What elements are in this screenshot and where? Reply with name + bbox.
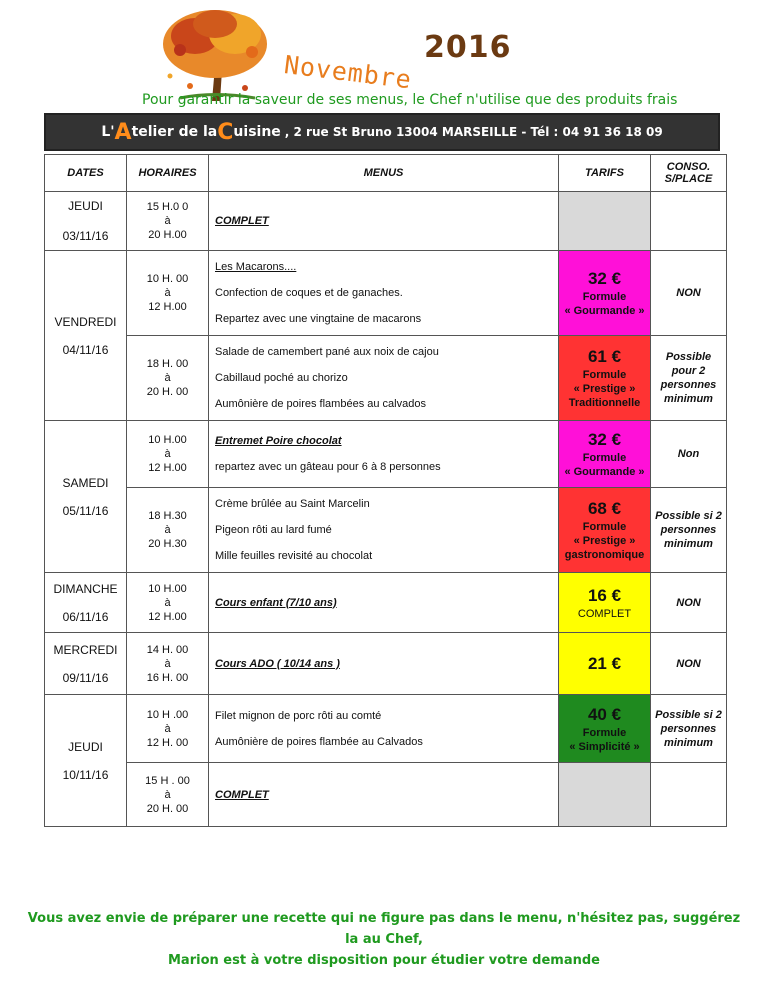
hour-sep: à: [164, 596, 171, 609]
formula-name: « Gourmande »: [564, 305, 645, 317]
tarif-cell: [559, 421, 651, 488]
hour-sep: à: [164, 524, 171, 536]
date-label: 09/11/16: [62, 670, 109, 685]
menu-line: Crème brûlée au Saint Marcelin: [215, 498, 370, 510]
conso-cell: [651, 695, 727, 763]
menu-line: Confection de coques et de ganaches.: [215, 287, 403, 299]
formula-name: « Prestige »: [573, 383, 636, 395]
day-label: JEUDI: [68, 739, 103, 754]
menu-line: Cabillaud poché au chorizo: [215, 372, 348, 384]
conso-line: personnes: [660, 379, 717, 391]
hours-cell: [127, 488, 209, 573]
table-row: [45, 763, 727, 827]
tarif-cell: [559, 763, 651, 827]
formula-label: Formule: [582, 726, 627, 739]
conso-line: minimum: [664, 393, 713, 405]
hour-end: 12 H.00: [148, 610, 187, 623]
hours-cell: [127, 573, 209, 633]
menu-title: COMPLET: [215, 215, 269, 227]
header-menus: MENUS: [209, 155, 559, 192]
hour-end: 20 H.00: [148, 229, 187, 241]
banner-word-atelier: telier de la: [131, 124, 218, 140]
menu-schedule-table: [44, 154, 727, 827]
hours-cell: [127, 421, 209, 488]
menu-line: Mille feuilles revisité au chocolat: [215, 550, 373, 562]
year-title: 2016: [424, 30, 512, 65]
hours-cell: [127, 336, 209, 421]
date-label: 06/11/16: [62, 609, 109, 624]
date-cell: [45, 573, 127, 633]
tarif-cell: [559, 192, 651, 251]
menu-line: Repartez avec une vingtaine de macarons: [215, 313, 422, 325]
hour-start: 10 H.00: [148, 582, 187, 595]
menu-title: Cours ADO ( 10/14 ans ): [215, 657, 340, 670]
conso-line: Possible: [665, 351, 712, 363]
date-label: 04/11/16: [62, 342, 109, 357]
hour-end: 20 H. 00: [146, 802, 189, 815]
hour-end: 12 H. 00: [146, 736, 189, 749]
status-label: COMPLET: [577, 607, 632, 620]
hours-cell: [127, 633, 209, 695]
conso-cell: NON: [651, 633, 727, 695]
tarif-cell: [559, 336, 651, 421]
tagline: Pour garantir la saveur de ses menus, le Chef n'utilise que des produits frais: [142, 92, 678, 108]
conso-line: personnes: [660, 722, 717, 735]
conso-cell: NON: [651, 573, 727, 633]
banner-word-cuisine: uisine: [233, 124, 281, 140]
hour-sep: à: [164, 215, 171, 227]
conso-line: pour 2: [671, 365, 706, 377]
autumn-tree-illustration: [160, 6, 270, 101]
price: 32 €: [587, 269, 622, 288]
hour-end: 12 H.00: [148, 462, 187, 474]
table-header-row: [45, 155, 727, 192]
conso-cell: Non: [651, 421, 727, 488]
day-label: MERCREDI: [53, 642, 118, 657]
conso-line: Possible si 2: [655, 708, 722, 721]
hour-start: 10 H. 00: [146, 273, 189, 285]
menu-line: Filet mignon de porc rôti au comté: [215, 709, 382, 722]
date-label: 05/11/16: [62, 503, 109, 518]
formula-label: Formule: [582, 521, 627, 533]
hour-end: 20 H.30: [148, 538, 187, 550]
day-label: JEUDI: [68, 199, 103, 213]
menu-line: Aumônière de poires flambées au calvados: [215, 398, 426, 410]
header-dates: DATES: [45, 155, 127, 192]
month-title: Novembre: [282, 50, 414, 95]
day-label: VENDREDI: [54, 314, 117, 329]
menu-title: Entremet Poire chocolat: [215, 435, 342, 447]
table-row: [45, 336, 727, 421]
hour-sep: à: [164, 287, 171, 299]
tarif-cell: [559, 251, 651, 336]
banner-cap-c: C: [217, 119, 234, 145]
menu-line: repartez avec un gâteau pour 6 à 8 personnes: [215, 461, 441, 473]
date-cell: [45, 192, 127, 251]
hours-cell: [127, 251, 209, 336]
banner-address: , 2 rue St Bruno 13004 MARSEILLE - Tél : 04 91 36 18 09: [284, 125, 663, 139]
price: 16 €: [587, 585, 622, 605]
table-row: [45, 573, 727, 633]
hour-start: 14 H. 00: [146, 643, 189, 656]
tarif-cell: [559, 633, 651, 695]
hour-sep: à: [164, 372, 171, 384]
table-row: [45, 488, 727, 573]
formula-label: Formule: [582, 369, 627, 381]
footer-line-1: Vous avez envie de préparer une recette qui ne figure pas dans le menu, n'hésitez pas, suggérez la au Chef,: [27, 911, 741, 947]
tarif-cell: [559, 695, 651, 763]
menu-line: Salade de camembert pané aux noix de cajou: [215, 346, 439, 358]
hour-sep: à: [164, 788, 171, 801]
conso-cell: [651, 336, 727, 421]
hour-start: 15 H.0 0: [146, 201, 189, 213]
hour-start: 15 H . 00: [145, 774, 190, 787]
hour-start: 18 H.30: [148, 510, 187, 522]
price: 32 €: [587, 430, 622, 449]
menu-cell: [209, 488, 559, 573]
menu-cell: [209, 336, 559, 421]
hour-start: 18 H. 00: [146, 358, 189, 370]
header-banner: [44, 113, 720, 151]
table-row: [45, 633, 727, 695]
day-label: DIMANCHE: [53, 581, 118, 596]
date-cell: [45, 695, 127, 827]
menu-cell: [209, 573, 559, 633]
date-cell: [45, 251, 127, 421]
menu-cell: [209, 633, 559, 695]
price: 40 €: [587, 704, 622, 724]
hour-end: 20 H. 00: [146, 386, 189, 398]
hour-sep: à: [164, 448, 171, 460]
table-row: [45, 192, 727, 251]
header-tarifs: TARIFS: [559, 155, 651, 192]
hours-cell: [127, 763, 209, 827]
hour-start: 10 H .00: [146, 708, 189, 721]
tarif-cell: [559, 573, 651, 633]
menu-cell: [209, 251, 559, 336]
banner-prefix: L': [101, 124, 115, 140]
formula-type: Traditionnelle: [568, 397, 641, 409]
footer-note: [20, 908, 748, 971]
conso-cell: [651, 763, 727, 827]
formula-label: Formule: [582, 291, 627, 303]
day-label: SAMEDI: [62, 475, 109, 490]
table-row: [45, 695, 727, 763]
conso-cell: [651, 192, 727, 251]
conso-line: Possible si 2: [655, 510, 722, 522]
menu-line: Pigeon rôti au lard fumé: [215, 524, 332, 536]
date-cell: [45, 633, 127, 695]
date-label: 03/11/16: [62, 229, 109, 243]
tarif-cell: [559, 488, 651, 573]
table-row: [45, 251, 727, 336]
formula-name: « Gourmande »: [564, 466, 645, 478]
hour-sep: à: [164, 722, 171, 735]
price: 61 €: [587, 347, 622, 366]
hours-cell: [127, 192, 209, 251]
price: 21 €: [587, 653, 622, 673]
formula-type: gastronomique: [564, 549, 645, 561]
formula-label: Formule: [582, 452, 627, 464]
date-label: 10/11/16: [62, 767, 109, 782]
conso-cell: [651, 488, 727, 573]
banner-cap-a: A: [114, 119, 132, 145]
table-row: [45, 421, 727, 488]
formula-name: « Prestige »: [573, 535, 636, 547]
header-conso: CONSO. S/PLACE: [651, 155, 727, 192]
menu-title: Les Macarons....: [215, 261, 297, 273]
menu-title: Cours enfant (7/10 ans): [215, 596, 337, 609]
footer-line-2: Marion est à votre disposition pour étudier votre demande: [168, 953, 600, 968]
price: 68 €: [587, 499, 622, 518]
menu-cell: [209, 421, 559, 488]
menu-cell: [209, 192, 559, 251]
date-cell: [45, 421, 127, 573]
hour-sep: à: [164, 657, 171, 670]
hour-end: 12 H.00: [148, 301, 187, 313]
hour-end: 16 H. 00: [146, 671, 189, 684]
hours-cell: [127, 695, 209, 763]
menu-title: COMPLET: [215, 788, 269, 801]
header-horaires: HORAIRES: [127, 155, 209, 192]
menu-cell: [209, 695, 559, 763]
hour-start: 10 H.00: [148, 434, 187, 446]
conso-line: minimum: [664, 538, 713, 550]
menu-line: Aumônière de poires flambée au Calvados: [215, 735, 423, 748]
conso-cell: NON: [651, 251, 727, 336]
formula-name: « Simplicité »: [569, 740, 640, 753]
conso-line: personnes: [660, 524, 717, 536]
menu-cell: [209, 763, 559, 827]
conso-line: minimum: [664, 736, 713, 749]
